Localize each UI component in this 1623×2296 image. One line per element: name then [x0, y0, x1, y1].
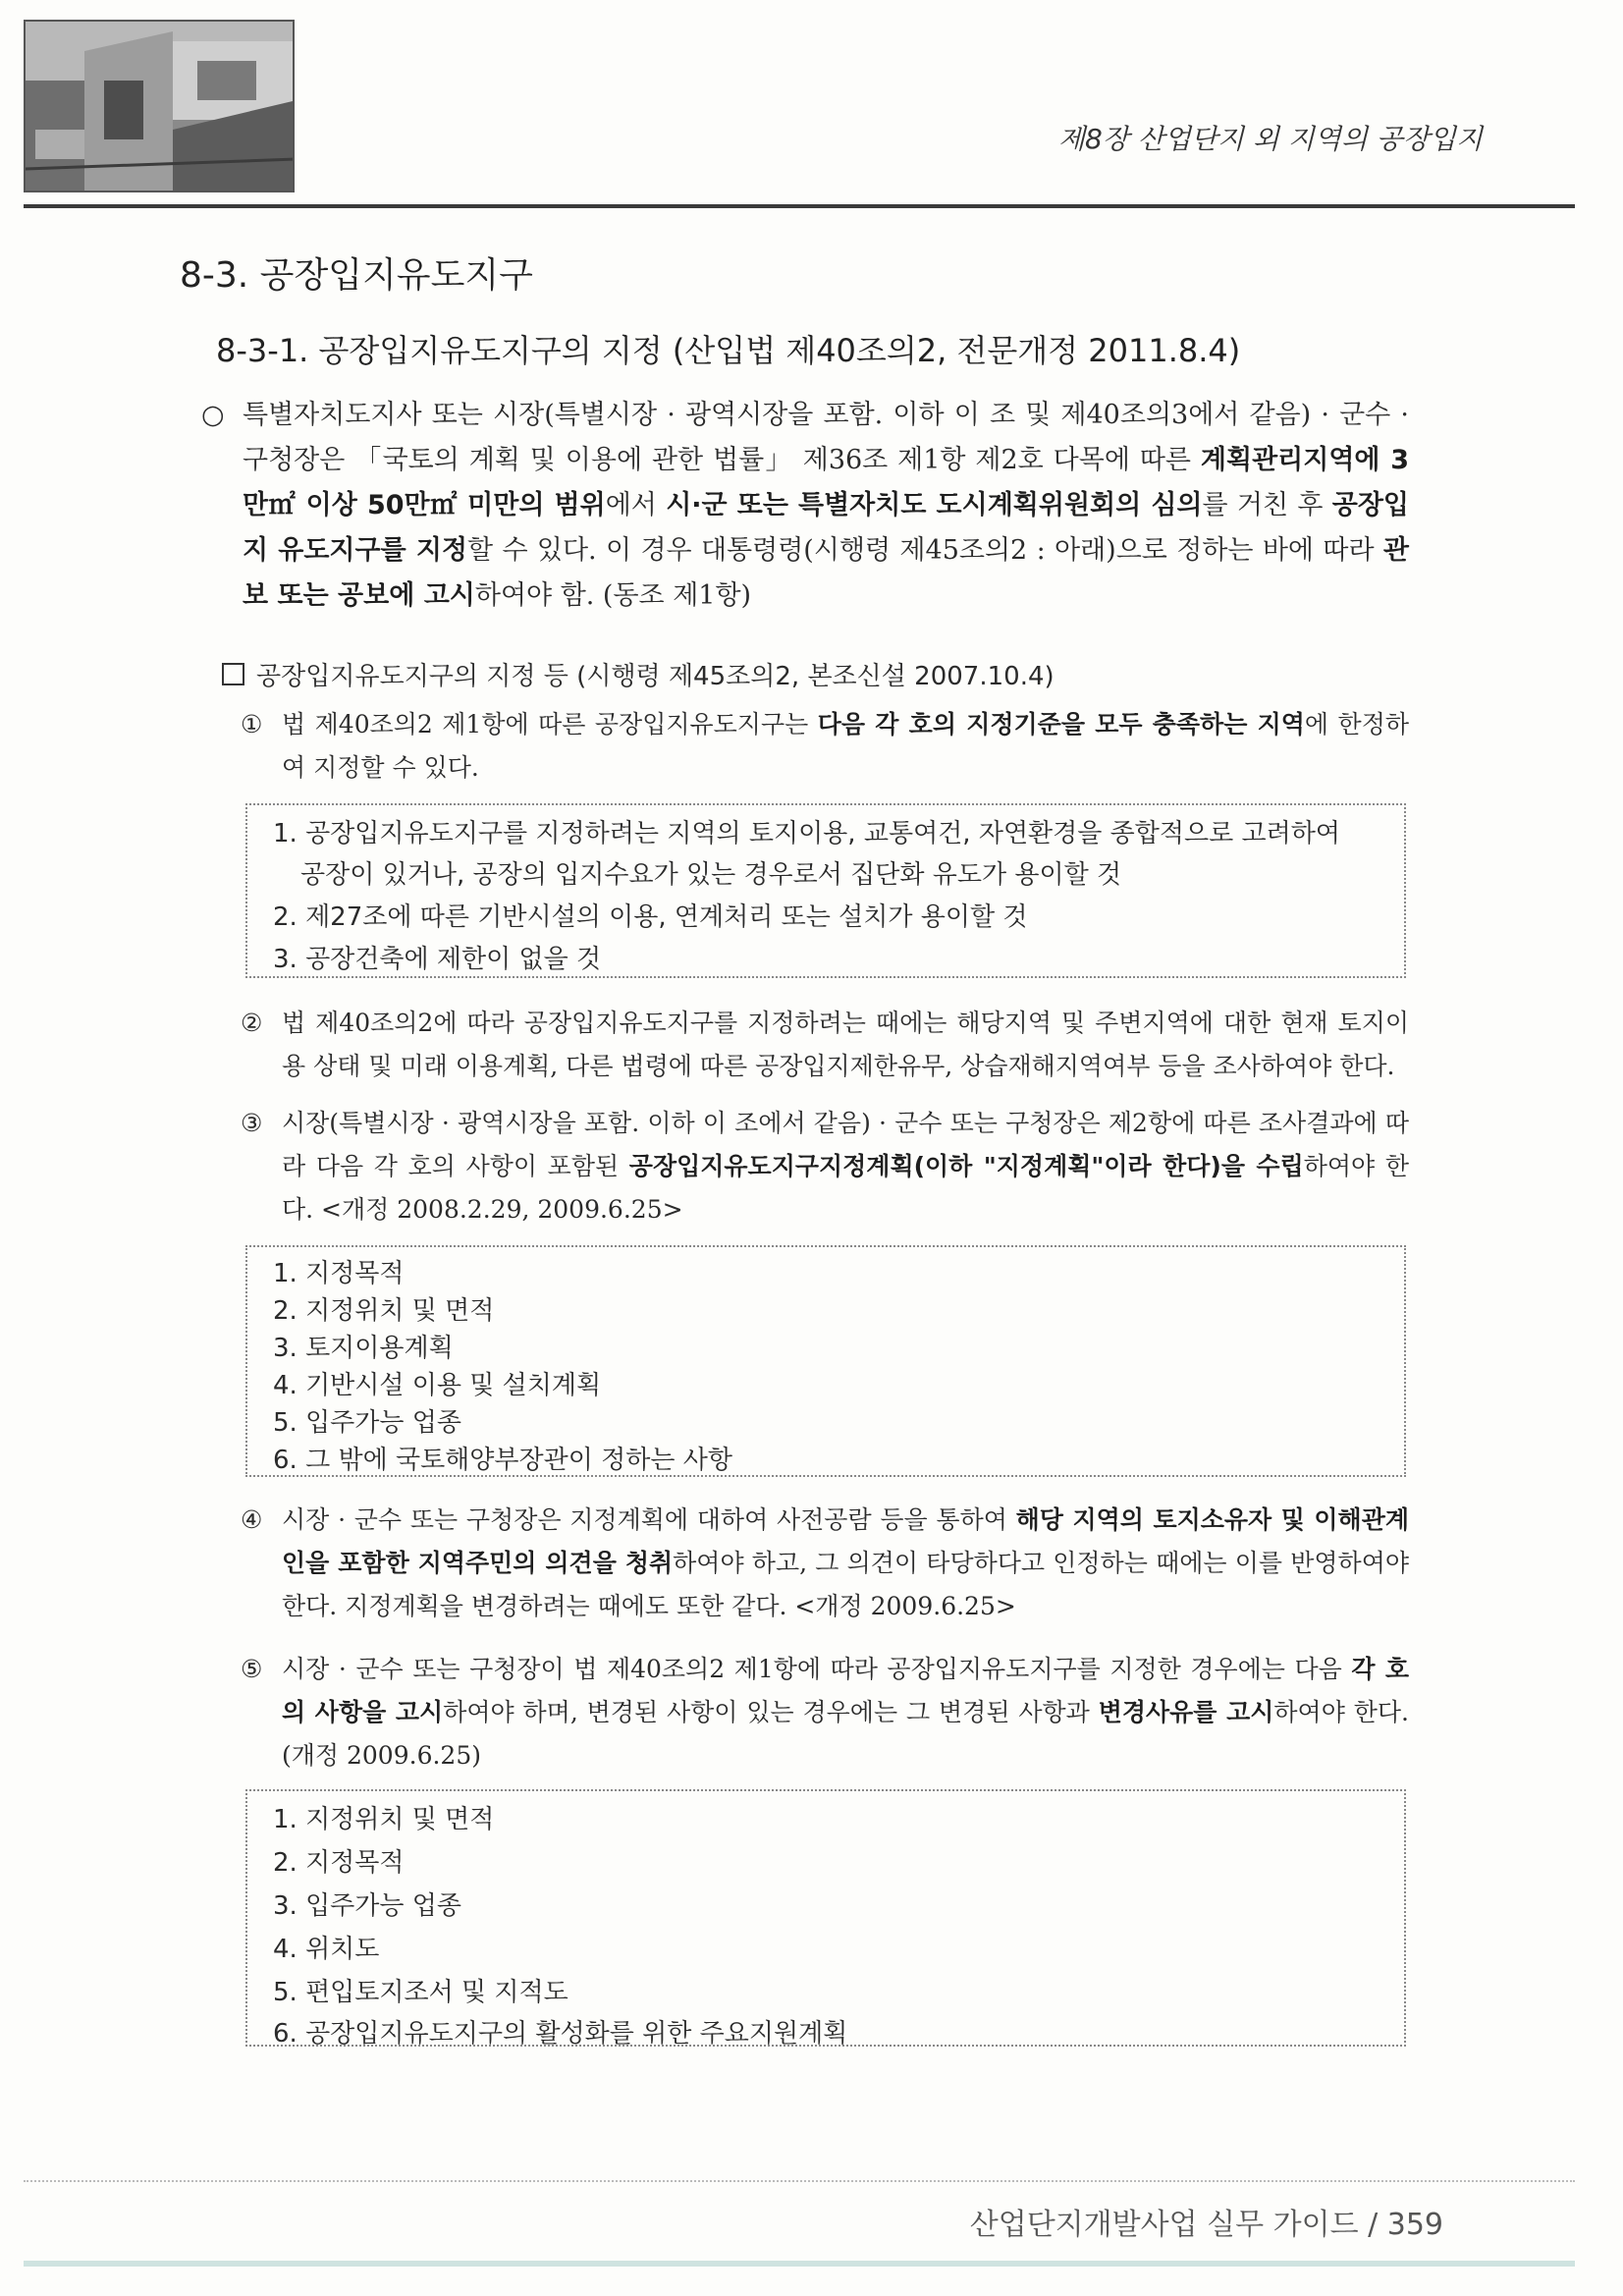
- list-item: 3. 공장건축에 제한이 없을 것: [273, 945, 602, 974]
- list-item: 5. 편입토지조서 및 지적도: [273, 1978, 568, 2007]
- chapter-title: 제8장 산업단지 외 지역의 공장입지: [1057, 123, 1483, 155]
- section-title: 8-3. 공장입지유도지구: [180, 255, 533, 296]
- list-item: 4. 위치도: [273, 1935, 380, 1964]
- list-item: 6. 공장입지유도지구의 활성화를 위한 주요지원계획: [273, 2019, 848, 2049]
- criteria-list: [245, 803, 1406, 978]
- list-item: 4. 기반시설 이용 및 설치계획: [273, 1371, 602, 1400]
- paragraph-4: ④ 시장 · 군수 또는 구청장은 지정계획에 대하여 사전공람 등을 통하여 해당 지역의 토지소유자 및 이해관계인을 포함한 지역주민의 의견을 청취하여야 하고, 그 의견이 타당하다고 인정하는 때에는 이를 반영하여야 한다. 지정계획을 변경하려는 때에도 또한 같다. <개정 2009.6.25>: [241, 1499, 1409, 1628]
- list-item: 6. 그 밖에 국토해양부장관이 정하는 사항: [273, 1446, 732, 1475]
- decree-heading: 공장입지유도지구의 지정 등 (시행령 제45조의2, 본조신설 2007.10.4): [222, 656, 1055, 692]
- list-item: 1. 공장입지유도지구를 지정하려는 지역의 토지이용, 교통여건, 자연환경을 종합적으로 고려하여: [273, 819, 1340, 848]
- subsection-title: 8-3-1. 공장입지유도지구의 지정 (산입법 제40조의2, 전문개정 2011.8.4): [216, 332, 1241, 369]
- paragraph-number: ①: [241, 710, 263, 738]
- notice-items-list: [245, 1789, 1406, 2047]
- list-item: 1. 지정목적: [273, 1259, 405, 1288]
- paragraph-1: ① 법 제40조의2 제1항에 따른 공장입지유도지구는 다음 각 호의 지정기준을 모두 충족하는 지역에 한정하여 지정할 수 있다.: [241, 703, 1409, 790]
- paragraph-number: ③: [241, 1109, 263, 1137]
- paragraph-number: ⑤: [241, 1655, 263, 1683]
- circle-bullet-icon: ○: [201, 400, 225, 430]
- intro-paragraph: ○ 특별자치도지사 또는 시장(특별시장 · 광역시장을 포함. 이하 이 조 및 제40조의3에서 같음) · 군수 · 구청장은 「국토의 계획 및 이용에 관한 법률」 제36조 제1항 제2호 다목에 따른 계획관리지역에 3만㎡ 이상 50만㎡ 미만의 범위에서 시·군 또는 특별자치도 도시계획위원회의 심의를 거친 후 공장입지 유도지구를 지정할 수 있다. 이 경우 대통령령(시행령 제45조의2 : 아래)으로 정하는 바에 따라 관보 또는 공보에 고시하여야 함. (동조 제1항): [201, 393, 1409, 619]
- header-photo: [24, 20, 295, 192]
- list-item: 2. 지정목적: [273, 1848, 405, 1878]
- list-item: 5. 입주가능 업종: [273, 1408, 462, 1438]
- square-bullet-icon: [222, 663, 244, 685]
- list-item: 3. 토지이용계획: [273, 1334, 454, 1363]
- list-item: 공장이 있거나, 공장의 입지수요가 있는 경우로서 집단화 유도가 용이할 것: [300, 860, 1122, 890]
- header-divider: [24, 204, 1575, 208]
- list-item: 1. 지정위치 및 면적: [273, 1805, 495, 1834]
- paragraph-number: ④: [241, 1505, 263, 1534]
- page-footer: 산업단지개발사업 실무 가이드 / 359: [969, 2208, 1443, 2242]
- paragraph-number: ②: [241, 1009, 263, 1037]
- plan-contents-list: [245, 1245, 1406, 1477]
- paragraph-3: ③ 시장(특별시장 · 광역시장을 포함. 이하 이 조에서 같음) · 군수 또는 구청장은 제2항에 따른 조사결과에 따라 다음 각 호의 사항이 포함된 공장입지유도지구지정계획(이하 "지정계획"이라 한다)을 수립하여야 한다. <개정 2008.2.29, 2009.6.25>: [241, 1102, 1409, 1231]
- footer-band: [24, 2261, 1575, 2267]
- footer-divider: [24, 2180, 1575, 2182]
- list-item: 2. 지정위치 및 면적: [273, 1296, 495, 1326]
- list-item: 2. 제27조에 따른 기반시설의 이용, 연계처리 또는 설치가 용이할 것: [273, 902, 1028, 932]
- list-item: 3. 입주가능 업종: [273, 1891, 462, 1921]
- paragraph-2: ② 법 제40조의2에 따라 공장입지유도지구를 지정하려는 때에는 해당지역 및 주변지역에 대한 현재 토지이용 상태 및 미래 이용계획, 다른 법령에 따른 공장입지제한유무, 상습재해지역여부 등을 조사하여야 한다.: [241, 1002, 1409, 1088]
- paragraph-5: ⑤ 시장 · 군수 또는 구청장이 법 제40조의2 제1항에 따라 공장입지유도지구를 지정한 경우에는 다음 각 호의 사항을 고시하여야 하며, 변경된 사항이 있는 경우에는 그 변경된 사항과 변경사유를 고시하여야 한다. (개정 2009.6.25): [241, 1648, 1409, 1777]
